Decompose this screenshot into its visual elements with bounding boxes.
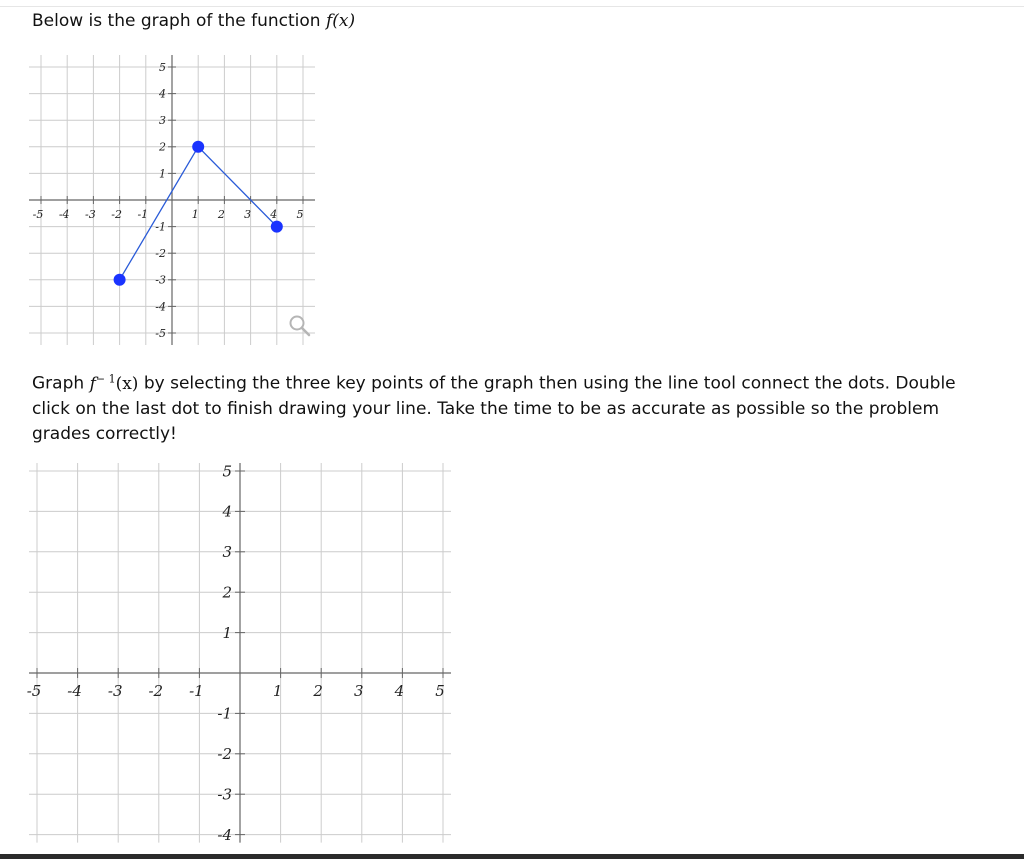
y-tick-label: -1 [155,220,166,234]
x-tick-label: -1 [189,682,204,700]
y-tick-label: 5 [222,462,232,481]
x-tick-label: 1 [191,208,199,221]
bottom-bar [0,854,1024,859]
x-tick-label: -2 [111,208,122,221]
inverse-f: f [89,373,96,394]
y-tick-label: -3 [217,785,232,804]
inverse-superscript: − 1 [95,372,116,385]
function-label: f(x) [325,11,356,31]
y-tick-label: -2 [217,745,232,764]
y-tick-label: 2 [222,583,232,602]
x-tick-label: 1 [272,682,283,700]
x-tick-label: 4 [394,682,405,700]
x-tick-label: -5 [26,682,42,700]
y-tick-label: 1 [222,623,232,642]
x-tick-label: -1 [137,208,149,221]
intro-text: Below is the graph of the function [32,11,321,31]
y-tick-label: 3 [222,543,232,562]
y-tick-label: 1 [159,167,166,181]
y-tick-label: -4 [155,300,166,314]
x-tick-label: 2 [313,682,323,700]
y-tick-label: 5 [159,60,166,74]
y-tick-label: -3 [155,273,166,287]
y-tick-label: -2 [155,247,166,261]
x-tick-label: -4 [67,682,82,700]
x-tick-label: 3 [244,208,252,221]
y-tick-label: -5 [155,326,166,340]
x-tick-label: 3 [354,682,364,700]
x-tick-label: -4 [58,208,70,221]
y-tick-label: -4 [217,825,232,844]
x-tick-label: -3 [85,208,96,221]
y-tick-label: 4 [222,502,232,521]
y-tick-label: -1 [217,704,232,723]
x-tick-label: -2 [148,682,164,700]
x-tick-label: 5 [296,208,304,221]
instructions-prefix: Graph [32,373,85,394]
inverse-arg: (x) [115,373,139,394]
y-tick-label: 2 [159,140,166,154]
y-tick-label: 3 [159,114,166,128]
y-tick-label: 4 [159,87,166,101]
x-tick-label: -5 [32,208,44,221]
x-tick-label: 4 [270,208,278,221]
instructions-text: by selecting the three key points of the graph then using the line tool connect the dots. Double click on the last dot to finish drawing your line. Take the time to be as accurate as possible so the problem grades correctly! [32,373,956,444]
x-tick-label: 2 [217,208,225,221]
x-tick-label: 5 [435,682,445,700]
x-tick-label: -3 [107,682,123,700]
